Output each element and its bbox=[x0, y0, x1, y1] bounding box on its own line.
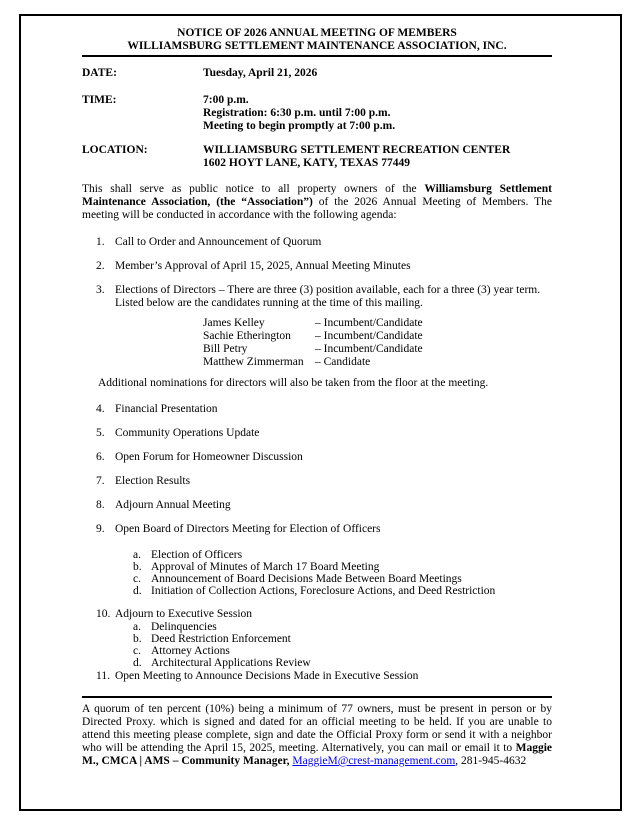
agenda-subitem-letter: a. bbox=[133, 621, 141, 633]
agenda-item-text: Financial Presentation bbox=[115, 403, 218, 415]
agenda-item-text: Community Operations Update bbox=[115, 427, 260, 439]
candidate-role: – Incumbent/Candidate bbox=[315, 317, 423, 329]
intro-association-name: Williamsburg Settlement Maintenance Association, (the “Association”) bbox=[82, 183, 552, 208]
agenda-subitem-letter: d. bbox=[133, 657, 142, 669]
agenda-item-number: 10. bbox=[96, 608, 111, 620]
footer-divider bbox=[82, 696, 552, 698]
agenda-item-2 bbox=[96, 260, 552, 273]
candidate-row bbox=[203, 356, 552, 369]
quorum-paragraph bbox=[82, 703, 552, 768]
location-label: LOCATION: bbox=[82, 144, 148, 156]
agenda-item-text: Open Meeting to Announce Decisions Made in Executive Session bbox=[115, 670, 419, 682]
agenda-item-text: Elections of Directors – There are three (3) position available, each for a three (3) year term. Listed below are the candidates running at the time of this mailing. bbox=[115, 284, 541, 309]
quorum-text: A quorum of ten percent (10%) being a minimum of 77 owners, must be present in person or by Directed Proxy. which is signed and dated for an official meeting to be held. If you are unable to attend this meeting please complete, sign and date the Official Proxy form or send it with a neighbor who will be attending the April 15, 2025, meeting. Alternatively, you can mail or email it to bbox=[82, 703, 552, 754]
agenda-subitem-text: Election of Officers bbox=[151, 549, 243, 561]
meeting-details bbox=[82, 67, 552, 170]
contact-separator: , bbox=[286, 755, 293, 767]
agenda-item-9 bbox=[96, 523, 552, 536]
agenda-subitem-text: Initiation of Collection Actions, Foreclosure Actions, and Deed Restriction bbox=[151, 585, 496, 597]
agenda-item-number: 3. bbox=[96, 284, 105, 296]
agenda-item-9-sublist bbox=[133, 549, 552, 597]
agenda-item-number: 11. bbox=[96, 670, 110, 682]
agenda-item-7 bbox=[96, 475, 552, 488]
detail-row-date bbox=[82, 67, 552, 80]
agenda-item-text: Election Results bbox=[115, 475, 191, 487]
agenda-item-text: Open Forum for Homeowner Discussion bbox=[115, 451, 303, 463]
agenda-item-number: 7. bbox=[96, 475, 105, 487]
candidate-name: James Kelley bbox=[203, 317, 265, 329]
agenda-item-1 bbox=[96, 236, 552, 249]
candidate-name: Bill Petry bbox=[203, 343, 248, 355]
page-border bbox=[19, 14, 622, 811]
manager-contact-name: Maggie M., CMCA | AMS – Community Manager bbox=[82, 742, 552, 767]
agenda-item-number: 5. bbox=[96, 427, 105, 439]
time-label: TIME: bbox=[82, 94, 117, 106]
agenda-item-text: Call to Order and Announcement of Quorum bbox=[115, 236, 322, 248]
document-title bbox=[82, 27, 552, 57]
agenda-item-11 bbox=[96, 670, 552, 683]
agenda-item-10-sublist bbox=[133, 621, 552, 669]
location-value bbox=[203, 144, 510, 170]
agenda-item-text: Member’s Approval of April 15, 2025, Annual Meeting Minutes bbox=[115, 260, 411, 272]
agenda-subitem-letter: a. bbox=[133, 549, 141, 561]
agenda-item-number: 4. bbox=[96, 403, 105, 415]
agenda-subitem bbox=[133, 549, 552, 561]
title-line-2: WILLIAMSBURG SETTLEMENT MAINTENANCE ASSOCIATION, INC. bbox=[127, 40, 507, 52]
agenda-subitem-letter: d. bbox=[133, 585, 142, 597]
time-line-3: Meeting to begin promptly at 7:00 p.m. bbox=[203, 120, 396, 132]
agenda-item-number: 9. bbox=[96, 523, 105, 535]
agenda-list bbox=[82, 236, 552, 683]
candidate-role: – Candidate bbox=[315, 356, 371, 368]
agenda-item-10 bbox=[96, 608, 552, 621]
agenda-subitem-text: Attorney Actions bbox=[151, 645, 230, 657]
document-content bbox=[82, 16, 552, 768]
agenda-item-number: 2. bbox=[96, 260, 105, 272]
candidate-role: – Incumbent/Candidate bbox=[315, 330, 423, 342]
title-line-1: NOTICE OF 2026 ANNUAL MEETING OF MEMBERS bbox=[177, 27, 457, 39]
manager-phone: , 281-945-4632 bbox=[455, 755, 527, 767]
detail-row-time bbox=[82, 94, 552, 133]
agenda-subitem bbox=[133, 585, 552, 597]
time-line-2: Registration: 6:30 p.m. until 7:00 p.m. bbox=[203, 107, 391, 119]
agenda-subitem bbox=[133, 561, 552, 573]
agenda-subitem-text: Deed Restriction Enforcement bbox=[151, 633, 291, 645]
agenda-item-8 bbox=[96, 499, 552, 512]
date-value: Tuesday, April 21, 2026 bbox=[203, 67, 318, 79]
agenda-subitem-text: Announcement of Board Decisions Made Between Board Meetings bbox=[151, 573, 462, 585]
date-label: DATE: bbox=[82, 67, 117, 79]
agenda-item-number: 6. bbox=[96, 451, 105, 463]
agenda-subitem bbox=[133, 657, 552, 669]
agenda-subitem bbox=[133, 645, 552, 657]
agenda-item-text: Adjourn to Executive Session bbox=[115, 608, 253, 620]
time-line-1: 7:00 p.m. bbox=[203, 94, 249, 106]
intro-paragraph bbox=[82, 183, 552, 222]
intro-text-after: of the 2026 Annual Meeting of Members. The meeting will be conducted in accordance with the following agenda: bbox=[82, 196, 552, 221]
candidate-row bbox=[203, 317, 552, 330]
agenda-subitem bbox=[133, 573, 552, 585]
manager-email-link[interactable]: MaggieM@crest-management.com bbox=[292, 755, 456, 767]
candidate-name: Sachie Etherington bbox=[203, 330, 291, 342]
agenda-subitem-letter: c. bbox=[133, 645, 141, 657]
agenda-item-4 bbox=[96, 403, 552, 416]
agenda-item-5 bbox=[96, 427, 552, 440]
location-line-2: 1602 HOYT LANE, KATY, TEXAS 77449 bbox=[203, 157, 410, 169]
agenda-item-text: Open Board of Directors Meeting for Election of Officers bbox=[115, 523, 381, 535]
agenda-subitem-text: Delinquencies bbox=[151, 621, 217, 633]
agenda-subitem-text: Architectural Applications Review bbox=[151, 657, 311, 669]
agenda-subitem bbox=[133, 633, 552, 645]
agenda-subitem-letter: c. bbox=[133, 573, 141, 585]
agenda-subitem-letter: b. bbox=[133, 633, 142, 645]
agenda-subitem-letter: b. bbox=[133, 561, 142, 573]
candidate-role: – Incumbent/Candidate bbox=[315, 343, 423, 355]
agenda-item-3 bbox=[96, 284, 552, 310]
nominations-note: Additional nominations for directors will also be taken from the floor at the meeting. bbox=[98, 377, 489, 389]
intro-text-before: This shall serve as public notice to all property owners of the bbox=[82, 183, 425, 195]
agenda-item-text: Adjourn Annual Meeting bbox=[115, 499, 231, 511]
candidate-row bbox=[203, 343, 552, 356]
candidate-row bbox=[203, 330, 552, 343]
time-value bbox=[203, 94, 395, 133]
agenda-item-number: 1. bbox=[96, 236, 105, 248]
candidates-table bbox=[203, 317, 552, 369]
agenda-item-6 bbox=[96, 451, 552, 464]
detail-row-location bbox=[82, 144, 552, 170]
location-line-1: WILLIAMSBURG SETTLEMENT RECREATION CENTER bbox=[203, 144, 511, 156]
agenda-subitem-text: Approval of Minutes of March 17 Board Meeting bbox=[151, 561, 380, 573]
agenda-item-number: 8. bbox=[96, 499, 105, 511]
candidate-name: Matthew Zimmerman bbox=[203, 356, 304, 368]
agenda-subitem bbox=[133, 621, 552, 633]
